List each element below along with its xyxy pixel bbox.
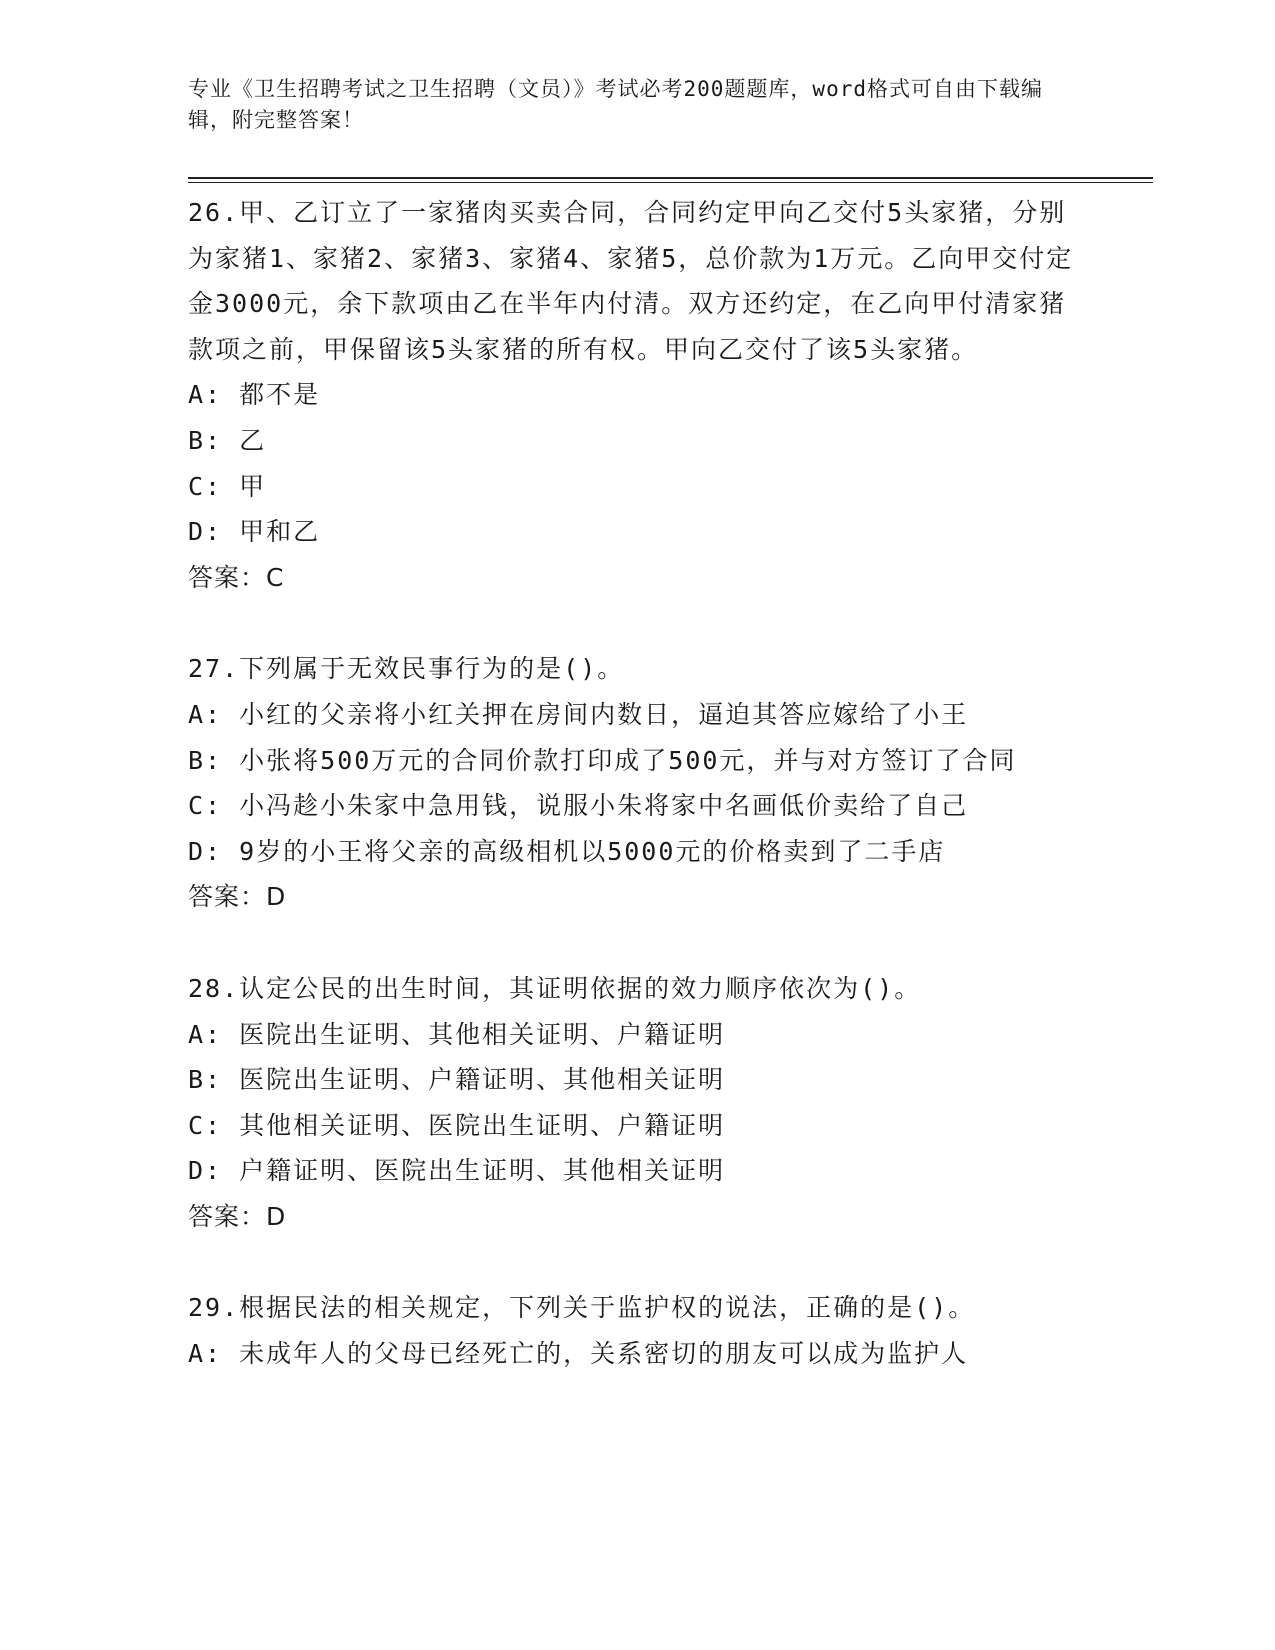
question-stem: 26.甲、乙订立了一家猪肉买卖合同，合同约定甲向乙交付5头家猪，分别为家猪1、家猪2、家猪3、家猪4、家猪5，总价款为1万元。乙向甲交付定金3000元，余下款项由乙在半年内付清。双方还约定，在乙向甲付清家猪款项之前，甲保留该5头家猪的所有权。甲向乙交付了该5头家猪。 [188,198,1074,364]
answer-line: 答案：D [188,1201,287,1231]
option-b: B: 小张将500万元的合同价款打印成了500元，并与对方签订了合同 [188,745,1017,775]
document-header: 专业《卫生招聘考试之卫生招聘（文员）》考试必考200题题库，word格式可自由下载编辑，附完整答案！ [188,77,1043,132]
option-c: C: 小冯趁小朱家中急用钱，说服小朱将家中名画低价卖给了自己 [188,791,969,821]
option-d: D: 户籍证明、医院出生证明、其他相关证明 [188,1156,726,1186]
question-28 [188,966,1088,1240]
option-b: B: 医院出生证明、户籍证明、其他相关证明 [188,1065,726,1095]
answer-line: 答案：D [188,882,287,912]
option-d: D: 9岁的小王将父亲的高级相机以5000元的价格卖到了二手店 [188,836,946,866]
question-list [188,190,1088,1423]
option-c: C: 其他相关证明、医院出生证明、户籍证明 [188,1110,726,1140]
option-a: A: 小红的父亲将小红关押在房间内数日，逼迫其答应嫁给了小王 [188,699,969,729]
option-b: B: 乙 [188,425,267,455]
question-29 [188,1285,1088,1376]
option-d: D: 甲和乙 [188,517,321,547]
header-divider-thick [188,177,1153,179]
question-stem: 29.根据民法的相关规定，下列关于监护权的说法，正确的是()。 [188,1293,976,1323]
question-stem: 28.认定公民的出生时间，其证明依据的效力顺序依次为()。 [188,973,922,1003]
answer-line: 答案：C [188,562,285,592]
question-26 [188,190,1088,600]
option-c: C: 甲 [188,471,267,501]
header-divider-thin [188,182,1153,183]
option-a: A: 都不是 [188,380,321,410]
question-27 [188,646,1088,920]
option-a: A: 未成年人的父母已经死亡的，关系密切的朋友可以成为监护人 [188,1339,969,1369]
question-stem: 27.下列属于无效民事行为的是()。 [188,654,625,684]
option-a: A: 医院出生证明、其他相关证明、户籍证明 [188,1019,726,1049]
